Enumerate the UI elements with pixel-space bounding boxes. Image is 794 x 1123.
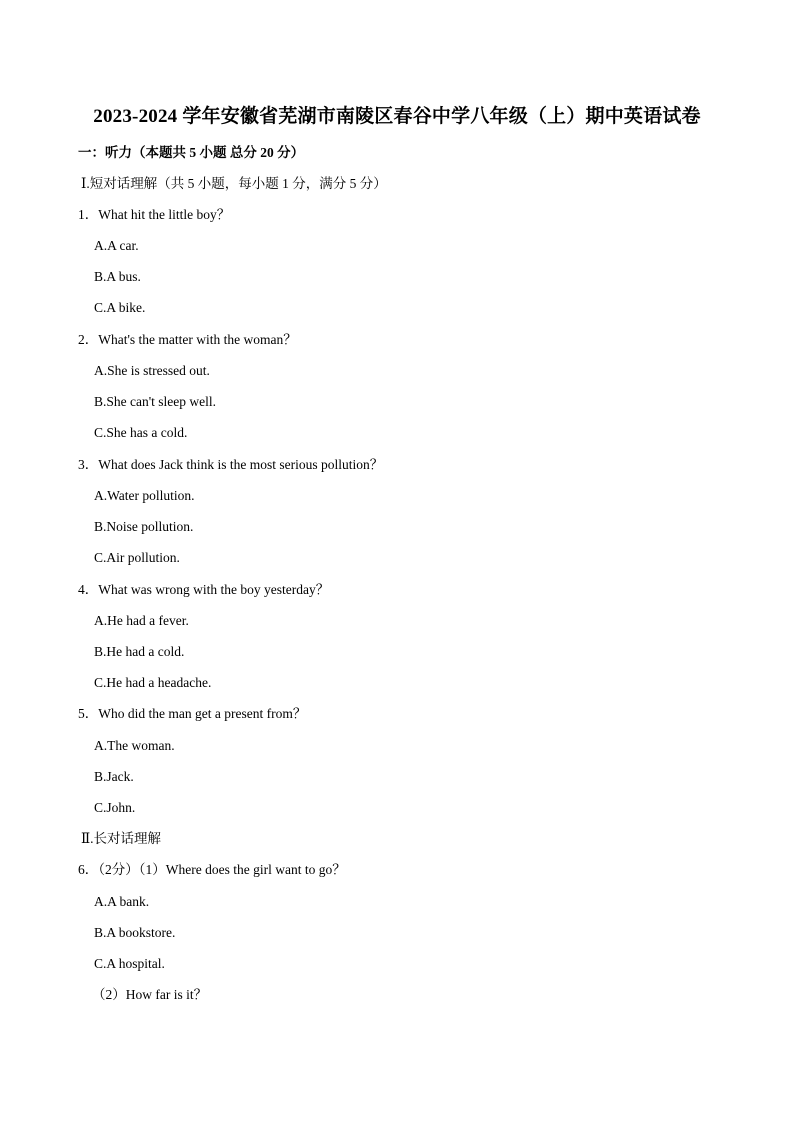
option: A.He had a fever. bbox=[94, 613, 189, 628]
option: C.She has a cold. bbox=[94, 425, 188, 440]
question: 4．What was wrong with the boy yesterday？ bbox=[78, 582, 330, 597]
option: B.She can't sleep well. bbox=[94, 394, 217, 409]
option: B.A bookstore. bbox=[94, 925, 176, 940]
part-heading: Ⅱ.长对话理解 bbox=[81, 831, 162, 846]
sub-question: （2）How far is it？ bbox=[92, 987, 208, 1002]
option: C.A bike. bbox=[94, 300, 146, 315]
option: C.John. bbox=[94, 800, 136, 815]
option: C.Air pollution. bbox=[94, 550, 180, 565]
section-heading: 一：听力（本题共 5 小题 总分 20 分） bbox=[78, 145, 305, 160]
option: B.Noise pollution. bbox=[94, 519, 194, 534]
part-heading: Ⅰ.短对话理解（共 5 小题，每小题 1 分，满分 5 分） bbox=[81, 176, 387, 191]
option: A.Water pollution. bbox=[94, 488, 195, 503]
option: B.A bus. bbox=[94, 269, 141, 284]
question: 3．What does Jack think is the most serious pollution？ bbox=[78, 457, 384, 472]
question: 2．What's the matter with the woman？ bbox=[78, 332, 297, 347]
question: 5．Who did the man get a present from？ bbox=[78, 706, 307, 721]
page-title: 2023-2024 学年安徽省芜湖市南陵区春谷中学八年级（上）期中英语试卷 bbox=[93, 106, 701, 127]
option: A.A bank. bbox=[94, 894, 150, 909]
option: B.He had a cold. bbox=[94, 644, 185, 659]
option: C.He had a headache. bbox=[94, 675, 212, 690]
question: 1．What hit the little boy？ bbox=[78, 207, 231, 222]
option: A.The woman. bbox=[94, 738, 175, 753]
option: C.A hospital. bbox=[94, 956, 165, 971]
option: A.A car. bbox=[94, 238, 139, 253]
option: A.She is stressed out. bbox=[94, 363, 210, 378]
option: B.Jack. bbox=[94, 769, 134, 784]
question: 6．（2分）（1）Where does the girl want to go？ bbox=[78, 862, 346, 877]
